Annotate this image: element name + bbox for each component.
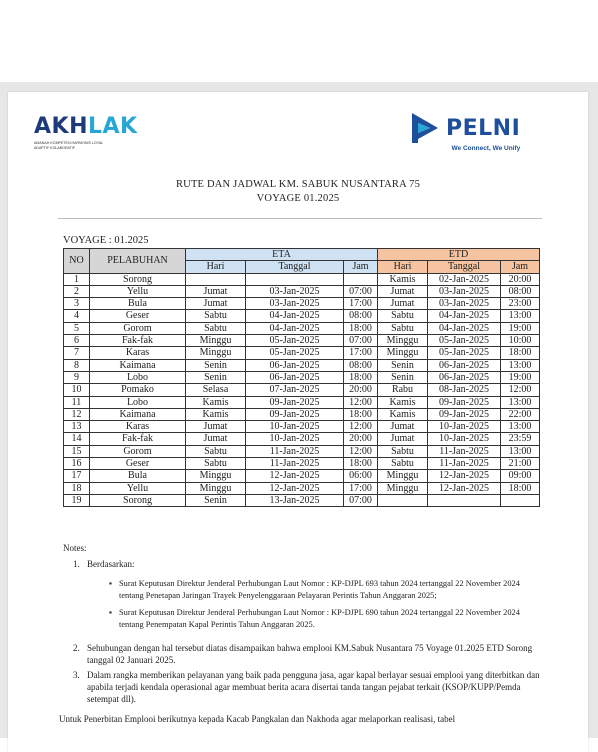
cell-port: Sorong [90,273,186,285]
table-row [64,371,540,383]
cell-no: 7 [64,347,90,359]
cell-port: Geser [90,310,186,322]
cell-eta-day: Jumat [186,298,246,310]
header-eta-time: Jam [344,261,378,273]
cell-eta-time: 12:00 [344,445,378,457]
cell-no: 5 [64,322,90,334]
bullet-dot-icon: ▪ [109,579,112,588]
cell-eta-date: 05-Jan-2025 [246,347,344,359]
cell-etd-day: Minggu [378,347,428,359]
cell-eta-date: 03-Jan-2025 [246,298,344,310]
cell-etd-date: 10-Jan-2025 [428,433,501,445]
header-eta-day: Hari [186,261,246,273]
cell-etd-date: 11-Jan-2025 [428,458,501,470]
cell-etd-time: 12:00 [501,384,540,396]
cell-port: Sorong [90,494,186,506]
cell-eta-day: Minggu [186,482,246,494]
cell-etd-time [501,494,540,506]
cell-port: Pomako [90,384,186,396]
cell-no: 8 [64,359,90,371]
cell-eta-time: 17:00 [344,347,378,359]
table-row [64,298,540,310]
cell-eta-time: 17:00 [344,298,378,310]
cell-eta-date: 12-Jan-2025 [246,482,344,494]
voyage-label: VOYAGE : 01.2025 [63,235,149,246]
cell-port: Karas [90,421,186,433]
cell-etd-date: 03-Jan-2025 [428,285,501,297]
pelni-logo [410,112,520,152]
cell-etd-day: Jumat [378,298,428,310]
note-number: 1. [73,559,80,569]
schedule-body [64,273,540,507]
header-eta: ETA [186,249,378,261]
note-item-2 [73,642,543,666]
cell-no: 4 [64,310,90,322]
note-text: Dalam rangka memberikan pelayanan yang baik pada pengguna jasa, agar kapal berlayar sesuai emplooi yang diterbitkan dan apabila terjadi kendala operasional agar membuat berita acara disertai tanda tangan pejabat terkait (KSOP/KUPP/Pemda setempat dll). [87,670,540,704]
table-row [64,494,540,506]
cell-etd-day: Senin [378,359,428,371]
cell-eta-date: 11-Jan-2025 [246,458,344,470]
cell-port: Fak-fak [90,433,186,445]
cell-eta-time: 07:00 [344,285,378,297]
cell-port: Lobo [90,371,186,383]
cell-eta-time: 17:00 [344,482,378,494]
bullet-item [109,607,543,631]
cell-eta-time: 12:00 [344,421,378,433]
closing-text: Untuk Penerbitan Emplooi berikutnya kepada Kacab Pangkalan dan Nakhoda agar melaporkan realisasi, tabel [59,714,456,724]
document-title-block [8,178,588,206]
cell-etd-time: 08:00 [501,285,540,297]
title-divider [58,218,542,219]
cell-etd-day [378,494,428,506]
cell-etd-date: 11-Jan-2025 [428,445,501,457]
cell-etd-day: Kamis [378,408,428,420]
pelni-arrow-icon [410,112,440,144]
cell-port: Geser [90,458,186,470]
cell-eta-time: 07:00 [344,494,378,506]
akhlak-word-dark: AKH [34,114,88,139]
cell-port: Kaimana [90,359,186,371]
cell-no: 11 [64,396,90,408]
cell-etd-date: 09-Jan-2025 [428,396,501,408]
header-etd-date: Tanggal [428,261,501,273]
cell-etd-time: 20:00 [501,273,540,285]
cell-eta-date: 10-Jan-2025 [246,421,344,433]
cell-eta-day: Minggu [186,347,246,359]
cell-etd-day: Minggu [378,482,428,494]
cell-port: Yellu [90,285,186,297]
cell-eta-day: Sabtu [186,310,246,322]
note-number: 2. [73,643,80,653]
cell-eta-date: 06-Jan-2025 [246,359,344,371]
cell-etd-day: Kamis [378,396,428,408]
cell-eta-time: 18:00 [344,458,378,470]
cell-eta-time: 20:00 [344,433,378,445]
cell-eta-date: 06-Jan-2025 [246,371,344,383]
cell-eta-date: 11-Jan-2025 [246,445,344,457]
cell-eta-time: 18:00 [344,408,378,420]
cell-port: Karas [90,347,186,359]
top-blank-area [0,0,598,82]
cell-no: 15 [64,445,90,457]
bullet-text: Surat Keputusan Direktur Jenderal Perhubungan Laut Nomor : KP-DJPL 693 tahun 2024 tertanggal 22 November 2024 tentang Penetapan Jaringan Trayek Penyelenggaraan Pelayaran Perintis Tahun Anggaran 2025; [119,579,520,600]
cell-etd-time: 13:00 [501,310,540,322]
cell-etd-time: 21:00 [501,458,540,470]
note-text: Berdasarkan: [87,559,135,569]
cell-etd-date: 08-Jan-2025 [428,384,501,396]
cell-eta-day: Minggu [186,335,246,347]
header-port: PELABUHAN [90,249,186,274]
cell-etd-day: Minggu [378,335,428,347]
table-row [64,322,540,334]
cell-etd-time: 13:00 [501,396,540,408]
cell-eta-date: 09-Jan-2025 [246,396,344,408]
cell-eta-time: 20:00 [344,384,378,396]
cell-etd-time: 18:00 [501,482,540,494]
cell-etd-time: 13:00 [501,421,540,433]
cell-port: Bula [90,470,186,482]
cell-no: 19 [64,494,90,506]
cell-port: Bula [90,298,186,310]
cell-eta-day [186,273,246,285]
table-row [64,421,540,433]
cell-eta-day: Sabtu [186,445,246,457]
akhlak-logo [34,116,138,150]
cell-port: Fak-fak [90,335,186,347]
pelni-name: PELNI [446,115,521,141]
cell-eta-time: 18:00 [344,371,378,383]
cell-etd-day: Sabtu [378,310,428,322]
cell-eta-time: 06:00 [344,470,378,482]
cell-etd-time: 23:00 [501,298,540,310]
cell-eta-day: Jumat [186,433,246,445]
cell-etd-date: 03-Jan-2025 [428,298,501,310]
table-row [64,470,540,482]
cell-eta-day: Sabtu [186,322,246,334]
bullet-dot-icon: ▪ [109,608,112,617]
table-row [64,310,540,322]
cell-etd-day: Rabu [378,384,428,396]
table-row [64,347,540,359]
cell-eta-date: 07-Jan-2025 [246,384,344,396]
cell-eta-day: Jumat [186,285,246,297]
table-row [64,408,540,420]
cell-etd-day: Sabtu [378,458,428,470]
cell-etd-time: 23:59 [501,433,540,445]
cell-etd-date: 09-Jan-2025 [428,408,501,420]
table-row [64,384,540,396]
cell-eta-time: 08:00 [344,310,378,322]
cell-etd-date: 12-Jan-2025 [428,482,501,494]
cell-etd-date: 05-Jan-2025 [428,335,501,347]
notes-title: Notes: [63,543,87,553]
cell-etd-date: 12-Jan-2025 [428,470,501,482]
cell-no: 3 [64,298,90,310]
cell-etd-time: 22:00 [501,408,540,420]
header-no: NO [64,249,90,274]
bullet-item [109,578,543,602]
cell-eta-time: 12:00 [344,396,378,408]
cell-eta-day: Selasa [186,384,246,396]
cell-etd-time: 09:00 [501,470,540,482]
cell-eta-date: 12-Jan-2025 [246,470,344,482]
cell-port: Kaimana [90,408,186,420]
table-row [64,396,540,408]
akhlak-word-light: LAK [88,114,138,139]
cell-eta-day: Minggu [186,470,246,482]
cell-no: 13 [64,421,90,433]
cell-etd-time: 19:00 [501,371,540,383]
cell-etd-date: 04-Jan-2025 [428,322,501,334]
table-row [64,285,540,297]
cell-port: Gorom [90,445,186,457]
cell-port: Gorom [90,322,186,334]
document-page [8,92,588,752]
cell-eta-day: Sabtu [186,458,246,470]
cell-etd-date: 06-Jan-2025 [428,371,501,383]
note-text: Sehubungan dengan hal tersebut diatas disampaikan bahwa emplooi KM.Sabuk Nusantara 75 Voyage 01.2025 ETD Sorong tanggal 02 Januari 2025. [87,643,533,665]
cell-no: 2 [64,285,90,297]
cell-etd-day: Kamis [378,273,428,285]
cell-no: 12 [64,408,90,420]
table-row [64,458,540,470]
cell-port: Lobo [90,396,186,408]
cell-no: 16 [64,458,90,470]
cell-etd-day: Senin [378,371,428,383]
header-etd: ETD [378,249,540,261]
note-number: 3. [73,670,80,680]
cell-no: 10 [64,384,90,396]
bullet-text: Surat Keputusan Direktur Jenderal Perhubungan Laut Nomor : KP-DJPL 690 tahun 2024 tertanggal 22 November 2024 tentang Penempatan Kapal Perintis Tahun Anggaran 2025. [119,608,520,629]
cell-etd-day: Jumat [378,433,428,445]
table-row [64,445,540,457]
cell-eta-day: Senin [186,494,246,506]
cell-eta-day: Senin [186,371,246,383]
note-bullets [109,578,543,631]
note-item-3 [73,669,543,705]
cell-port: Yellu [90,482,186,494]
cell-eta-date: 04-Jan-2025 [246,310,344,322]
table-row [64,433,540,445]
note-item-1 [73,558,543,636]
cell-eta-date [246,273,344,285]
document-title: RUTE DAN JADWAL KM. SABUK NUSANTARA 75 [175,179,421,190]
cell-eta-time [344,273,378,285]
cell-eta-time: 08:00 [344,359,378,371]
cell-eta-day: Kamis [186,396,246,408]
cell-eta-date: 10-Jan-2025 [246,433,344,445]
cell-no: 9 [64,371,90,383]
cell-eta-day: Jumat [186,421,246,433]
header-eta-date: Tanggal [246,261,344,273]
schedule-table [63,248,540,507]
table-row [64,335,540,347]
cell-eta-day: Kamis [186,408,246,420]
cell-etd-day: Jumat [378,285,428,297]
cell-eta-time: 07:00 [344,335,378,347]
pelni-tagline: We Connect, We Unify [451,145,521,152]
cell-etd-date [428,494,501,506]
cell-etd-time: 13:00 [501,445,540,457]
document-subtitle: VOYAGE 01.2025 [256,193,340,204]
akhlak-subtitle: AMANAH KOMPETEN HARMONIS LOYAL ADAPTIF KOLABORATIF [34,141,104,150]
cell-etd-day: Sabtu [378,445,428,457]
cell-no: 17 [64,470,90,482]
cell-etd-day: Minggu [378,470,428,482]
cell-etd-date: 02-Jan-2025 [428,273,501,285]
cell-etd-time: 19:00 [501,322,540,334]
cell-etd-day: Jumat [378,421,428,433]
cell-eta-day: Senin [186,359,246,371]
cell-etd-day: Sabtu [378,322,428,334]
cell-eta-date: 09-Jan-2025 [246,408,344,420]
header-etd-time: Jam [501,261,540,273]
cell-no: 14 [64,433,90,445]
cell-eta-date: 13-Jan-2025 [246,494,344,506]
table-row [64,482,540,494]
cell-eta-date: 04-Jan-2025 [246,322,344,334]
cell-etd-date: 06-Jan-2025 [428,359,501,371]
cell-eta-time: 18:00 [344,322,378,334]
table-row [64,359,540,371]
table-row [64,273,540,285]
notes-section [59,542,543,725]
cell-no: 1 [64,273,90,285]
cell-etd-date: 05-Jan-2025 [428,347,501,359]
cell-etd-time: 13:00 [501,359,540,371]
cell-eta-date: 05-Jan-2025 [246,335,344,347]
header-etd-day: Hari [378,261,428,273]
cell-etd-time: 18:00 [501,347,540,359]
cell-eta-date: 03-Jan-2025 [246,285,344,297]
cell-etd-date: 04-Jan-2025 [428,310,501,322]
cell-etd-date: 10-Jan-2025 [428,421,501,433]
cell-etd-time: 10:00 [501,335,540,347]
cell-no: 18 [64,482,90,494]
cell-no: 6 [64,335,90,347]
